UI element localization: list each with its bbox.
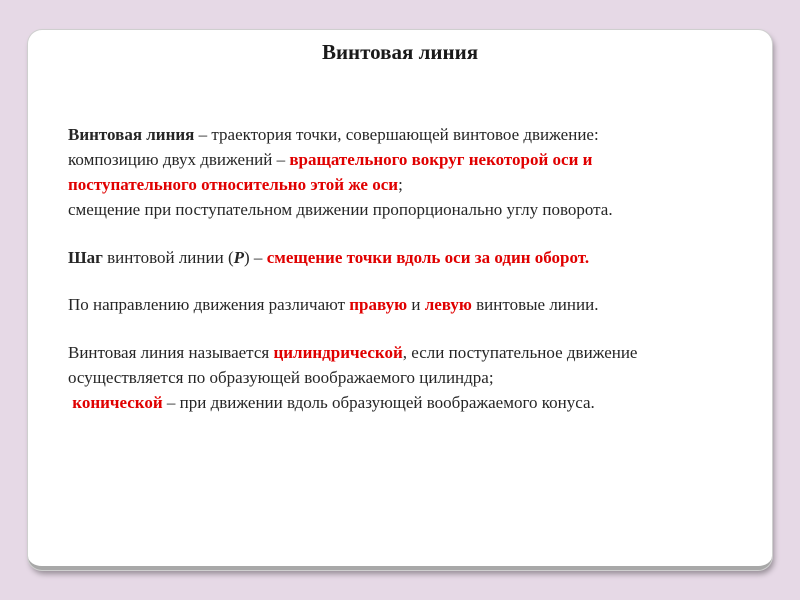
types-line-1 [68,340,742,365]
pitch-text: винтовой линии ( [102,248,234,267]
composition-text: композицию двух движений – [68,150,290,169]
pitch-line [68,245,742,270]
slide-card [28,30,772,570]
and-text: и [407,295,425,314]
left-helix-highlight: левую [424,295,472,314]
types-rest: , если поступательное движение [402,343,638,362]
definition-line-3 [68,172,742,197]
direction-text: По направлению движения различают [68,295,350,314]
semicolon: ; [398,175,403,194]
direction-paragraph [68,292,742,317]
pitch-symbol: Р [233,248,245,267]
right-helix-highlight: правую [349,295,408,314]
rotational-motion-highlight: вращательного вокруг некоторой оси и [289,150,593,169]
cylindrical-highlight: цилиндрической [273,343,403,362]
direction-line [68,292,742,317]
types-line-3 [68,390,742,415]
term-helix: Винтовая линия [68,125,195,144]
translational-motion-highlight: поступательного относительно этой же оси [68,175,399,194]
term-pitch: Шаг [68,248,103,267]
pitch-close: ) – [244,248,267,267]
pitch-paragraph [68,245,742,270]
pitch-definition-highlight: смещение точки вдоль оси за один оборот. [266,248,590,267]
direction-end-text: винтовые линии. [471,295,599,314]
definition-paragraph [68,122,742,222]
types-paragraph [68,340,742,415]
definition-line-1 [68,122,742,147]
conical-highlight: конической [72,393,163,412]
definition-line-2 [68,147,742,172]
conical-text: – при движении вдоль образующей воображаемого конуса. [162,393,595,412]
slide-title: Винтовая линия [321,40,479,64]
definition-text: – траектория точки, совершающей винтовое движение: [194,125,599,144]
types-line-2: осуществляется по образующей воображаемого цилиндра; [68,368,494,387]
types-text: Винтовая линия называется [68,343,274,362]
definition-line-4: смещение при поступательном движении пропорционально углу поворота. [68,200,613,219]
